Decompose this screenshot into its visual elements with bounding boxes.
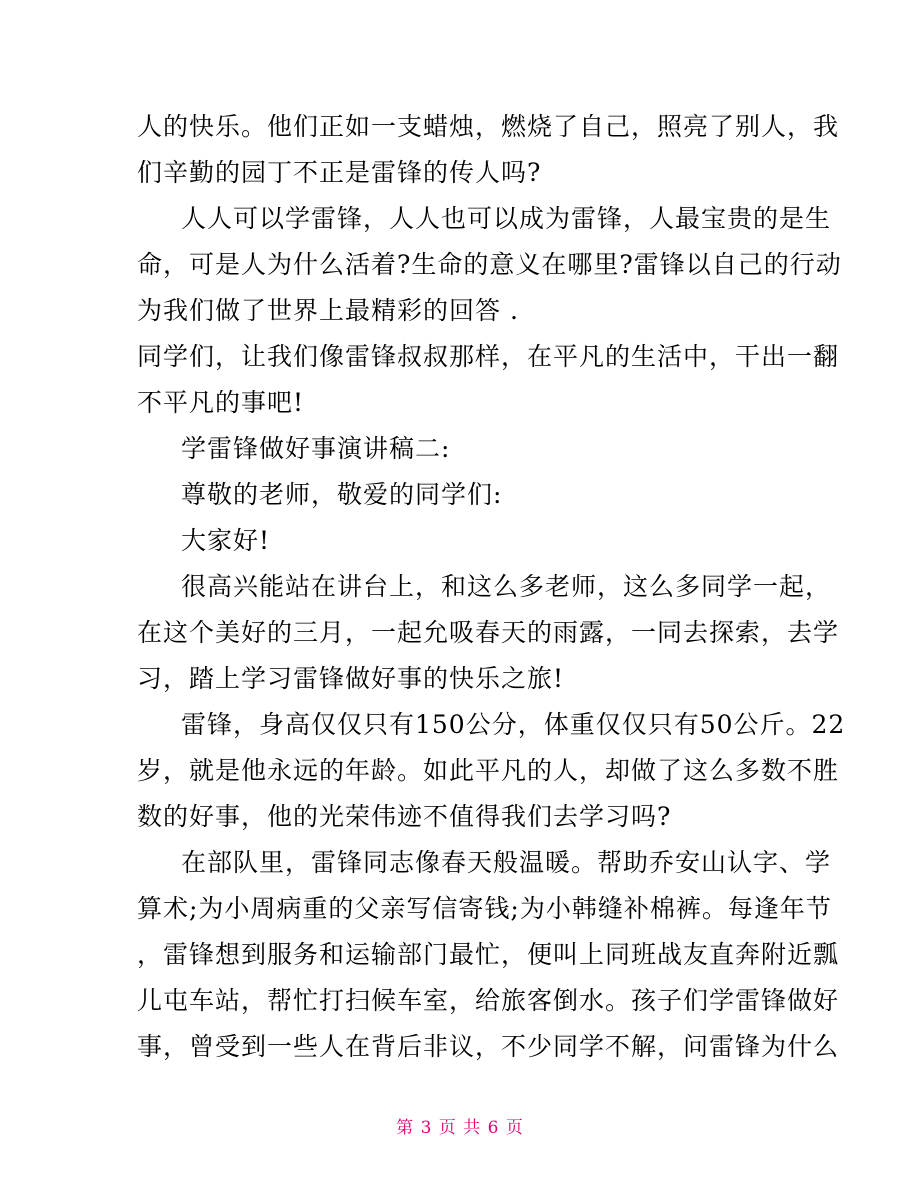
text-line: 同学们，让我们像雷锋叔叔那样，在平凡的生活中，干出一翻	[137, 342, 840, 371]
text-line: 们辛勤的园丁不正是雷锋的传人吗?	[137, 158, 542, 187]
text-line: 学雷锋做好事演讲稿二:	[181, 434, 451, 463]
text-line: 为我们做了世界上最精彩的回答 .	[137, 296, 519, 325]
paragraph-4	[137, 564, 840, 702]
paragraph-2	[137, 196, 842, 334]
text-line: 尊敬的老师，敬爱的同学们:	[181, 480, 503, 509]
text-line: 雷锋，身高仅仅只有150公分，体重仅仅只有50公斤。22	[181, 710, 846, 739]
document-body	[137, 104, 846, 1070]
text-line: 很高兴能站在讲台上，和这么多老师，这么多同学一起，	[181, 572, 832, 601]
text-line: 在这个美好的三月，一起允吸春天的雨露，一同去探索，去学	[137, 618, 840, 647]
text-line: 命，可是人为什么活着?生命的意义在哪里?雷锋以自己的行动	[137, 250, 842, 279]
text-line: 人的快乐。他们正如一支蜡烛，燃烧了自己，照亮了别人，我	[137, 112, 840, 141]
section-heading	[137, 426, 787, 472]
text-line: 岁，就是他永远的年龄。如此平凡的人，却做了这么多数不胜	[137, 756, 840, 785]
paragraph-1	[137, 104, 840, 196]
paragraph-6	[137, 840, 840, 1070]
text-line: 人人可以学雷锋，人人也可以成为雷锋，人最宝贵的是生	[181, 204, 832, 233]
text-line: 算术;为小周病重的父亲写信寄钱;为小韩缝补棉裤。每逢年节	[137, 894, 832, 923]
salutation	[137, 472, 787, 518]
page-number-footer: 第 3 页 共 6 页	[396, 1118, 524, 1138]
text-line: 事，曾受到一些人在背后非议，不少同学不解，问雷锋为什么	[137, 1032, 840, 1061]
text-line: ，雷锋想到服务和运输部门最忙，便叫上同班战友直奔附近瓢	[137, 940, 840, 969]
paragraph-3	[137, 334, 840, 426]
paragraph-5	[137, 702, 846, 840]
text-line: 大家好!	[181, 526, 271, 555]
text-line: 数的好事，他的光荣伟迹不值得我们去学习吗?	[137, 802, 672, 831]
text-line: 儿屯车站，帮忙打扫候车室，给旅客倒水。孩子们学雷锋做好	[137, 986, 840, 1015]
text-line: 习，踏上学习雷锋做好事的快乐之旅!	[137, 664, 565, 693]
text-line: 在部队里，雷锋同志像春天般温暖。帮助乔安山认字、学	[181, 848, 832, 877]
text-line: 不平凡的事吧!	[137, 388, 305, 417]
greeting	[137, 518, 787, 564]
